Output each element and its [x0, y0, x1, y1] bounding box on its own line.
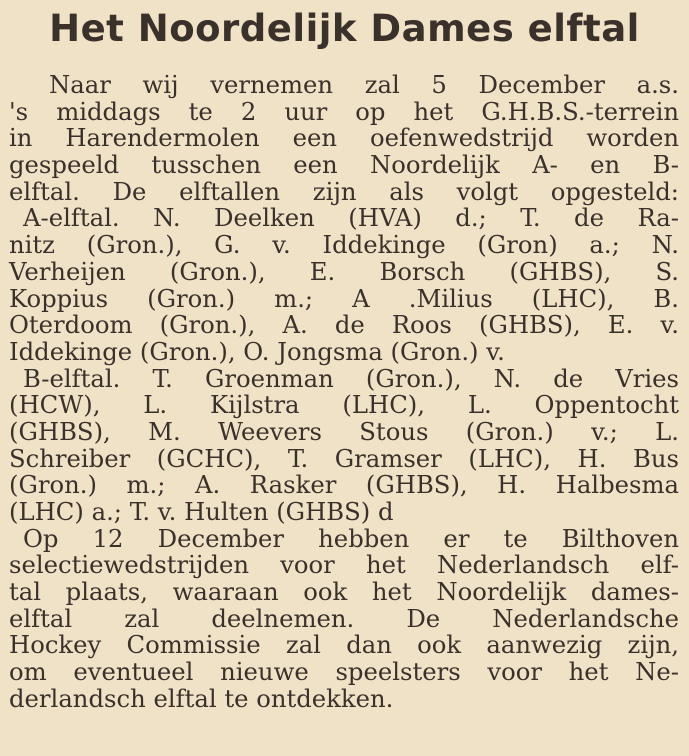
article-headline: Het Noordelijk Dames elftal: [49, 7, 640, 50]
article-line-8: Verheijen (Gron.), E. Borsch (GHBS), S.: [9, 256, 679, 286]
article-line-12: B-elftal. T. Groenman (Gron.), N. de Vries: [23, 363, 679, 393]
article-line-5: elftal. De elftallen zijn als volgt opgesteld:: [9, 176, 679, 206]
article-line-9: Koppius (Gron.) m.; A .Milius (LHC), B.: [9, 283, 679, 313]
article-line-21: elftal zal deelnemen. De Nederlandsche: [9, 603, 679, 633]
article-line-3: in Harendermolen een oefenwedstrijd worden: [9, 123, 679, 153]
article-body: [9, 72, 679, 713]
article-line-13: (HCW), L. Kijlstra (LHC), L. Oppentocht: [9, 390, 679, 420]
article-line-1: Naar wij vernemen zal 5 December a.s.: [49, 70, 679, 99]
article-line-24: derlandsch elftal te ontdekken.: [9, 683, 394, 713]
article-line-11: Iddekinge (Gron.), O. Jongsma (Gron.) v.: [9, 336, 505, 366]
article-line-2: 's middags te 2 uur op het G.H.B.S.-terrein: [9, 96, 679, 126]
article-line-19: selectiewedstrijden voor het Nederlandsch elf-: [9, 550, 679, 580]
article-line-6: A-elftal. N. Deelken (HVA) d.; T. de Ra-: [23, 203, 679, 233]
article-line-15: Schreiber (GCHC), T. Gramser (LHC), H. Bus: [9, 443, 679, 473]
article-line-4: gespeeld tusschen een Noordelijk A- en B-: [9, 150, 679, 180]
article-line-22: Hockey Commissie zal dan ook aanwezig zijn,: [9, 630, 679, 660]
article-line-23: om eventueel nieuwe speelsters voor het Ne-: [9, 657, 679, 687]
article-line-14: (GHBS), M. Weevers Stous (Gron.) v.; L.: [9, 416, 679, 446]
article-line-16: (Gron.) m.; A. Rasker (GHBS), H. Halbesma: [9, 470, 679, 500]
article-line-17: (LHC) a.; T. v. Hulten (GHBS) d: [9, 497, 394, 526]
article-line-20: tal plaats, waaraan ook het Noordelijk dames-: [9, 577, 679, 607]
article-line-18: Op 12 December hebben er te Bilthoven: [23, 523, 679, 553]
article-line-7: nitz (Gron.), G. v. Iddekinge (Gron) a.; N.: [9, 230, 679, 260]
article-line-10: Oterdoom (Gron.), A. de Roos (GHBS), E. v.: [9, 310, 679, 340]
